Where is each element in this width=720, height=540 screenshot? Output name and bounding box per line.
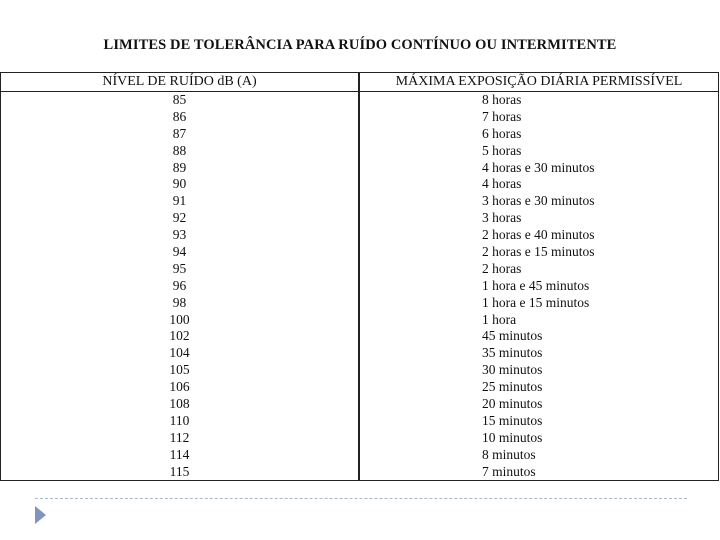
exposure-cell: 30 minutos [482,362,543,378]
table-body [1,92,718,480]
table-row [1,362,718,379]
exposure-cell: 1 hora [482,311,517,327]
noise-level-cell: 110 [169,412,190,428]
noise-level-cell: 112 [169,429,190,445]
noise-level-cell: 105 [169,362,190,378]
noise-level-cell: 92 [172,210,187,226]
exposure-cell: 25 minutos [482,379,543,395]
table-row [1,295,718,312]
table-row [1,126,718,143]
noise-level-cell: 96 [172,277,187,293]
table-header [1,73,718,92]
table-row [1,210,718,227]
exposure-cell: 6 horas [482,125,522,141]
noise-level-cell: 93 [172,227,187,243]
table-row [1,278,718,295]
page-title: LIMITES DE TOLERÂNCIA PARA RUÍDO CONTÍNUO OU INTERMITENTE [103,37,617,53]
table-row [1,109,718,126]
table-row [1,447,718,464]
table-row [1,430,718,447]
table-row [1,312,718,329]
exposure-cell: 2 horas e 40 minutos [482,227,595,243]
table-row [1,227,718,244]
table-row [1,328,718,345]
noise-level-cell: 86 [172,108,187,124]
noise-level-cell: 87 [172,125,187,141]
exposure-cell: 5 horas [482,142,522,158]
header-max-exposure: MÁXIMA EXPOSIÇÃO DIÁRIA PERMISSÍVEL [395,74,683,89]
exposure-cell: 8 minutos [482,446,536,462]
table-row [1,193,718,210]
slide-bullet-icon [35,506,46,524]
exposure-cell: 4 horas e 30 minutos [482,159,595,175]
exposure-cell: 35 minutos [482,345,543,361]
table-row [1,396,718,413]
slide-divider [35,498,687,499]
noise-level-cell: 95 [172,260,187,276]
exposure-cell: 1 hora e 15 minutos [482,294,590,310]
table-row [1,379,718,396]
exposure-cell: 7 minutos [482,463,536,479]
table-row [1,143,718,160]
exposure-cell: 7 horas [482,108,522,124]
noise-level-cell: 88 [172,142,187,158]
header-noise-level: NÍVEL DE RUÍDO dB (A) [102,74,257,89]
noise-level-cell: 108 [169,396,190,412]
exposure-cell: 20 minutos [482,396,543,412]
table-row [1,176,718,193]
noise-level-cell: 104 [169,345,190,361]
noise-level-cell: 89 [172,159,187,175]
noise-level-cell: 94 [172,244,187,260]
noise-level-cell: 98 [172,294,187,310]
exposure-cell: 3 horas e 30 minutos [482,193,595,209]
noise-level-cell: 91 [172,193,187,209]
exposure-cell: 10 minutos [482,429,543,445]
tolerance-table [0,72,719,481]
table-row [1,464,718,481]
exposure-cell: 2 horas [482,260,522,276]
exposure-cell: 1 hora e 45 minutos [482,277,590,293]
exposure-cell: 3 horas [482,210,522,226]
exposure-cell: 15 minutos [482,412,543,428]
table-row [1,244,718,261]
noise-level-cell: 106 [169,379,190,395]
noise-level-cell: 115 [169,463,190,479]
noise-level-cell: 90 [172,176,187,192]
table-row [1,345,718,362]
exposure-cell: 2 horas e 15 minutos [482,244,595,260]
noise-level-cell: 85 [172,92,187,107]
exposure-cell: 45 minutos [482,328,543,344]
noise-level-cell: 100 [169,311,190,327]
table-row [1,160,718,177]
table-row [1,261,718,278]
table-row [1,92,718,109]
exposure-cell: 4 horas [482,176,522,192]
exposure-cell: 8 horas [482,92,522,107]
noise-level-cell: 102 [169,328,190,344]
noise-level-cell: 114 [169,446,190,462]
table-row [1,413,718,430]
